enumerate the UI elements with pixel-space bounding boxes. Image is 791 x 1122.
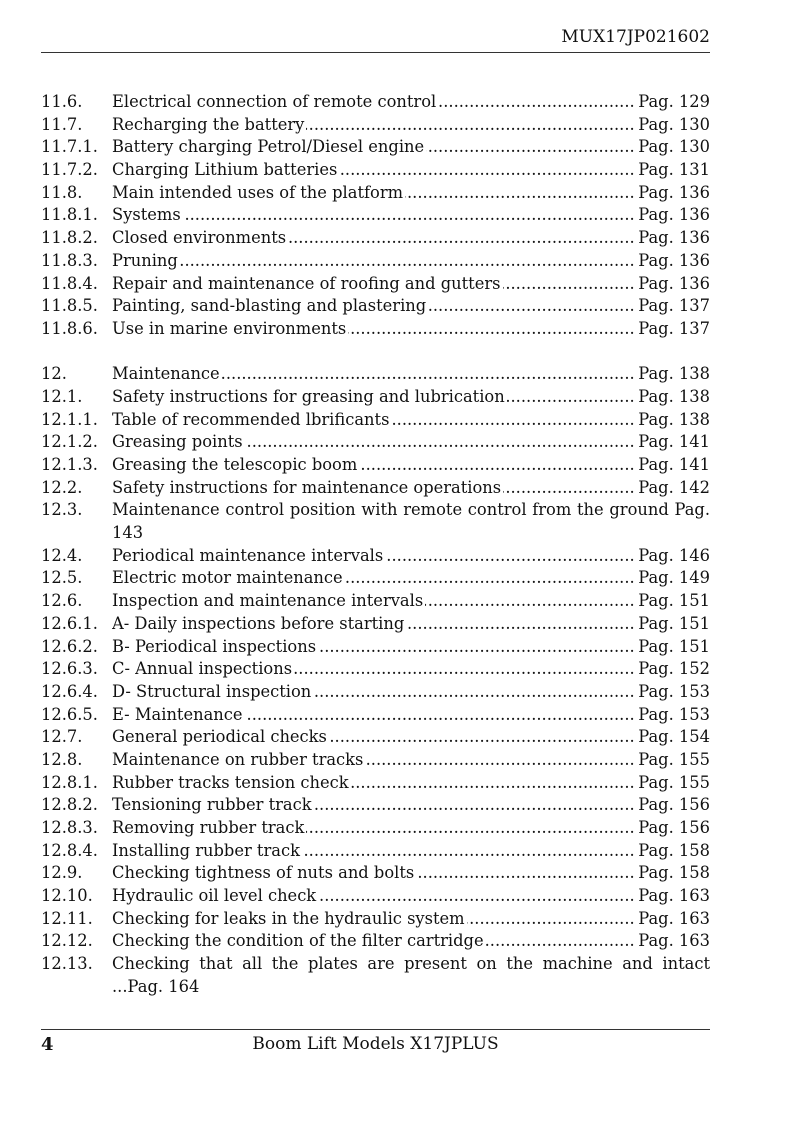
toc-entry-number: 12.9. (41, 863, 83, 883)
toc-entry-title: Checking tightness of nuts and bolts (112, 863, 415, 883)
toc-entry-title: Closed environments (112, 228, 287, 248)
toc-entry-title: A- Daily inspections before starting (112, 613, 405, 633)
toc-entry-title: Checking the condition of the filter cartridge (112, 931, 484, 951)
toc-entry-title-leader (112, 817, 636, 840)
toc-entry-number: 12.11. (41, 908, 93, 928)
toc-entry-title-leader (112, 749, 636, 772)
toc-entry-page: Pag. 156 (638, 795, 710, 815)
toc-entry-title-leader (112, 862, 636, 885)
toc-entry-page: Pag. 129 (638, 92, 710, 111)
footer-title-wrap (0, 1034, 791, 1054)
toc-entry-title: Checking for leaks in the hydraulic system (112, 908, 465, 928)
toc-entry-page: Pag. 163 (638, 908, 710, 928)
toc-entry-number: 12. (41, 364, 67, 384)
toc-entry-title-leader (112, 794, 636, 817)
toc-entry-number: 12.8.1. (41, 772, 98, 792)
toc-entry-number: 12.8.3. (41, 818, 98, 838)
toc-entry-number: 12.6.5. (41, 704, 98, 724)
toc-entry[interactable] (41, 227, 710, 250)
toc-entry[interactable] (41, 363, 710, 386)
toc-entry-number: 12.1.3. (41, 455, 98, 474)
toc-entry[interactable] (41, 431, 710, 454)
toc-entry-title: C- Annual inspections (112, 659, 293, 679)
header-rule (41, 52, 710, 53)
toc-entry-title-leader (112, 386, 636, 409)
toc-entry-title: Systems (112, 205, 181, 225)
toc-entry[interactable] (41, 204, 710, 227)
toc-entry[interactable] (41, 636, 710, 659)
toc-entry-title: Installing rubber track (112, 840, 300, 860)
toc-entry-page: Pag. 163 (638, 931, 710, 951)
toc-entry[interactable] (41, 409, 710, 432)
toc-entry-number: 12.8.4. (41, 840, 98, 860)
toc-entry-page: Pag. 149 (638, 568, 710, 588)
toc-entry-title: Repair and maintenance of roofing and gutters (112, 273, 501, 293)
toc-entry[interactable] (41, 817, 710, 840)
toc-entry-title-leader (112, 91, 636, 114)
toc-entry-title: Main intended uses of the platform (112, 182, 404, 202)
toc-entry-title-leader (112, 840, 636, 863)
toc-entry-title: Electrical connection of remote control (112, 92, 437, 111)
toc-entry[interactable] (41, 681, 710, 704)
toc-entry-title: Tensioning rubber track (112, 795, 312, 815)
toc-entry-number: 12.3. (41, 500, 83, 520)
toc-entry-title-leader (112, 363, 636, 386)
toc-entry[interactable] (41, 318, 710, 341)
toc-entry[interactable] (41, 295, 710, 318)
toc-entry-number: 12.6.1. (41, 613, 98, 633)
toc-entry-title: E- Maintenance (112, 704, 243, 724)
toc-entry-number: 12.1.2. (41, 432, 98, 452)
toc-entry-title-leader (112, 567, 636, 590)
toc-entry-title-leader (112, 136, 636, 159)
toc-entry-title: Painting, sand-blasting and plastering (112, 296, 427, 316)
toc-entry[interactable] (41, 250, 710, 273)
toc-entry-number: 11.6. (41, 92, 83, 111)
toc-entry-number: 12.5. (41, 568, 83, 588)
toc-entry-title: Table of recommended lbrificants (112, 409, 390, 429)
toc-entry-page: Pag. 141 (638, 455, 710, 474)
toc-entry-title-leader (112, 613, 636, 636)
toc-entry[interactable] (41, 613, 710, 636)
toc-entry-page: Pag. 141 (638, 432, 710, 452)
toc-entry-number: 11.8.6. (41, 318, 98, 338)
toc-entry[interactable] (41, 477, 710, 500)
toc-entry-page: Pag. 154 (638, 727, 710, 747)
toc-entry-title: Inspection and maintenance intervals (112, 591, 424, 611)
toc-entry-number: 11.7.2. (41, 160, 98, 180)
toc-entry-page: Pag. 153 (638, 681, 710, 701)
toc-entry-number: 12.13. (41, 954, 93, 974)
toc-entry-title-leader (112, 250, 636, 273)
toc-entry[interactable] (41, 499, 710, 544)
table-of-contents (41, 91, 710, 999)
toc-entry-title: Rubber tracks tension check (112, 772, 349, 792)
toc-entry[interactable] (41, 704, 710, 727)
toc-entry-number: 12.8.2. (41, 795, 98, 815)
toc-entry-number: 11.8. (41, 182, 83, 202)
toc-entry-page: Pag. 137 (638, 318, 710, 338)
toc-entry[interactable] (41, 726, 710, 749)
toc-entry-title-leader (112, 704, 636, 727)
toc-entry-number: 12.1.1. (41, 409, 98, 429)
toc-entry-title-leader (112, 772, 636, 795)
toc-entry-title: Maintenance on rubber tracks (112, 749, 364, 769)
toc-entry-page: Pag. 158 (638, 840, 710, 860)
toc-entry-page: Pag. 137 (638, 296, 710, 316)
toc-entry-page: Pag. 136 (638, 250, 710, 270)
toc-entry-title: Greasing points (112, 432, 243, 452)
toc-entry-title-leader (112, 726, 636, 749)
toc-entry-title-leader (112, 431, 636, 454)
toc-entry-title-leader (112, 590, 636, 613)
toc-entry[interactable] (41, 953, 710, 998)
toc-entry-number: 12.4. (41, 545, 83, 565)
toc-entry-page: Pag. 152 (638, 659, 710, 679)
toc-entry-title-leader (112, 545, 636, 568)
document-code: MUX17JP021602 (561, 27, 710, 47)
toc-entry-title-leader (112, 409, 636, 432)
toc-entry-number: 12.6.2. (41, 636, 98, 656)
toc-entry-page: Pag. 136 (638, 273, 710, 293)
toc-entry-number: 12.8. (41, 749, 83, 769)
toc-entry[interactable] (41, 749, 710, 772)
toc-entry-number: 11.8.4. (41, 273, 98, 293)
toc-entry[interactable] (41, 114, 710, 137)
toc-entry-page: Pag. 153 (638, 704, 710, 724)
toc-entry[interactable] (41, 590, 710, 613)
toc-entry-title: Greasing the telescopic boom (112, 455, 358, 474)
toc-entry-title-leader (112, 454, 636, 477)
toc-entry[interactable] (41, 658, 710, 681)
toc-entry-page: Pag. 130 (638, 137, 710, 157)
toc-entry-page: Pag. 155 (638, 749, 710, 769)
toc-entry-title-leader (112, 114, 636, 137)
toc-entry-page: Pag. 151 (638, 613, 710, 633)
toc-entry-page: Pag. 130 (638, 114, 710, 134)
toc-entry[interactable] (41, 273, 710, 296)
toc-entry-page: Pag. 158 (638, 863, 710, 883)
toc-entry-number: 12.6. (41, 591, 83, 611)
toc-entry-number: 12.2. (41, 477, 83, 497)
toc-entry[interactable] (41, 885, 710, 908)
toc-entry-number: 11.8.2. (41, 228, 98, 248)
toc-entry-number: 11.8.1. (41, 205, 98, 225)
footer-title: Boom Lift Models X17JPLUS (252, 1034, 499, 1054)
toc-entry-page: Pag. 142 (638, 477, 710, 497)
toc-entry-title-leader (112, 182, 636, 205)
toc-entry-title: Charging Lithium batteries (112, 160, 338, 180)
toc-entry-title-leader (112, 295, 636, 318)
toc-entry-title: Electric motor maintenance (112, 568, 343, 588)
toc-entry-title: Use in marine environments (112, 318, 347, 338)
toc-entry-page: Pag. 155 (638, 772, 710, 792)
toc-entry-title: Safety instructions for greasing and lubrication (112, 386, 505, 406)
toc-entry-page: Pag. 131 (638, 160, 710, 180)
toc-entry-number: 11.8.3. (41, 250, 98, 270)
toc-entry[interactable] (41, 454, 710, 477)
toc-entry-title-leader (112, 227, 636, 250)
toc-entry[interactable] (41, 91, 710, 114)
toc-entry-number: 11.7. (41, 114, 83, 134)
toc-entry[interactable] (41, 386, 710, 409)
toc-entry-title-leader (112, 477, 636, 500)
toc-entry-page: Pag. 138 (638, 364, 710, 384)
toc-entry[interactable] (41, 567, 710, 590)
toc-entry-title: D- Structural inspection (112, 681, 312, 701)
toc-entry[interactable] (41, 545, 710, 568)
toc-entry-title: Safety instructions for maintenance operations (112, 477, 502, 497)
toc-entry-page: Pag. 151 (638, 591, 710, 611)
toc-entry-number: 12.10. (41, 886, 93, 906)
toc-entry-number: 11.7.1. (41, 137, 98, 157)
toc-entry-title-leader (112, 159, 636, 182)
toc-entry[interactable] (41, 159, 710, 182)
toc-entry[interactable] (41, 182, 710, 205)
section-gap (41, 341, 710, 364)
toc-entry-page: Pag. 146 (638, 545, 710, 565)
toc-entry-title: Periodical maintenance intervals (112, 545, 384, 565)
toc-entry-title: Checking that all the plates are present on the machine and intact ...Pag. 164 (112, 954, 710, 996)
toc-entry-title-leader (112, 318, 636, 341)
toc-entry-title-leader (112, 885, 636, 908)
toc-entry-title: Hydraulic oil level check (112, 886, 317, 906)
toc-entry-page: Pag. 151 (638, 636, 710, 656)
toc-entry[interactable] (41, 840, 710, 863)
toc-entry-title: Pruning (112, 250, 178, 270)
toc-entry[interactable] (41, 772, 710, 795)
toc-entry-page: Pag. 136 (638, 205, 710, 225)
toc-entry-number: 12.12. (41, 931, 93, 951)
toc-entry-title: Battery charging Petrol/Diesel engine (112, 137, 425, 157)
toc-entry-title-leader (112, 930, 636, 953)
toc-entry-page: Pag. 138 (638, 409, 710, 429)
toc-entry-number: 12.7. (41, 727, 83, 747)
toc-entry-number: 12.1. (41, 386, 83, 406)
toc-entry-title-leader (112, 908, 636, 931)
toc-entry-page: Pag. 156 (638, 818, 710, 838)
toc-entry-title: B- Periodical inspections (112, 636, 317, 656)
toc-entry-title: Maintenance (112, 364, 220, 384)
toc-entry-title: Maintenance control position with remote control from the ground Pag. 143 (112, 500, 710, 543)
toc-entry-title-leader (112, 204, 636, 227)
toc-entry-page: Pag. 136 (638, 228, 710, 248)
toc-entry-title: Recharging the battery (112, 114, 305, 134)
toc-entry-title-leader (112, 681, 636, 704)
toc-entry[interactable] (41, 794, 710, 817)
toc-entry[interactable] (41, 136, 710, 159)
toc-entry[interactable] (41, 862, 710, 885)
toc-entry[interactable] (41, 930, 710, 953)
toc-entry-title-leader (112, 658, 636, 681)
toc-entry-title-leader (112, 273, 636, 296)
toc-entry-number: 12.6.4. (41, 681, 98, 701)
footer-rule (41, 1029, 710, 1030)
toc-entry-page: Pag. 163 (638, 886, 710, 906)
toc-entry-title-leader (112, 636, 636, 659)
toc-entry-number: 12.6.3. (41, 659, 98, 679)
toc-entry-title: General periodical checks (112, 727, 327, 747)
toc-entry[interactable] (41, 908, 710, 931)
toc-entry-page: Pag. 136 (638, 182, 710, 202)
toc-entry-title: Removing rubber track (112, 818, 305, 838)
footer-page-number: 4 (41, 1034, 54, 1055)
toc-entry-page: Pag. 138 (638, 386, 710, 406)
toc-entry-number: 11.8.5. (41, 296, 98, 316)
